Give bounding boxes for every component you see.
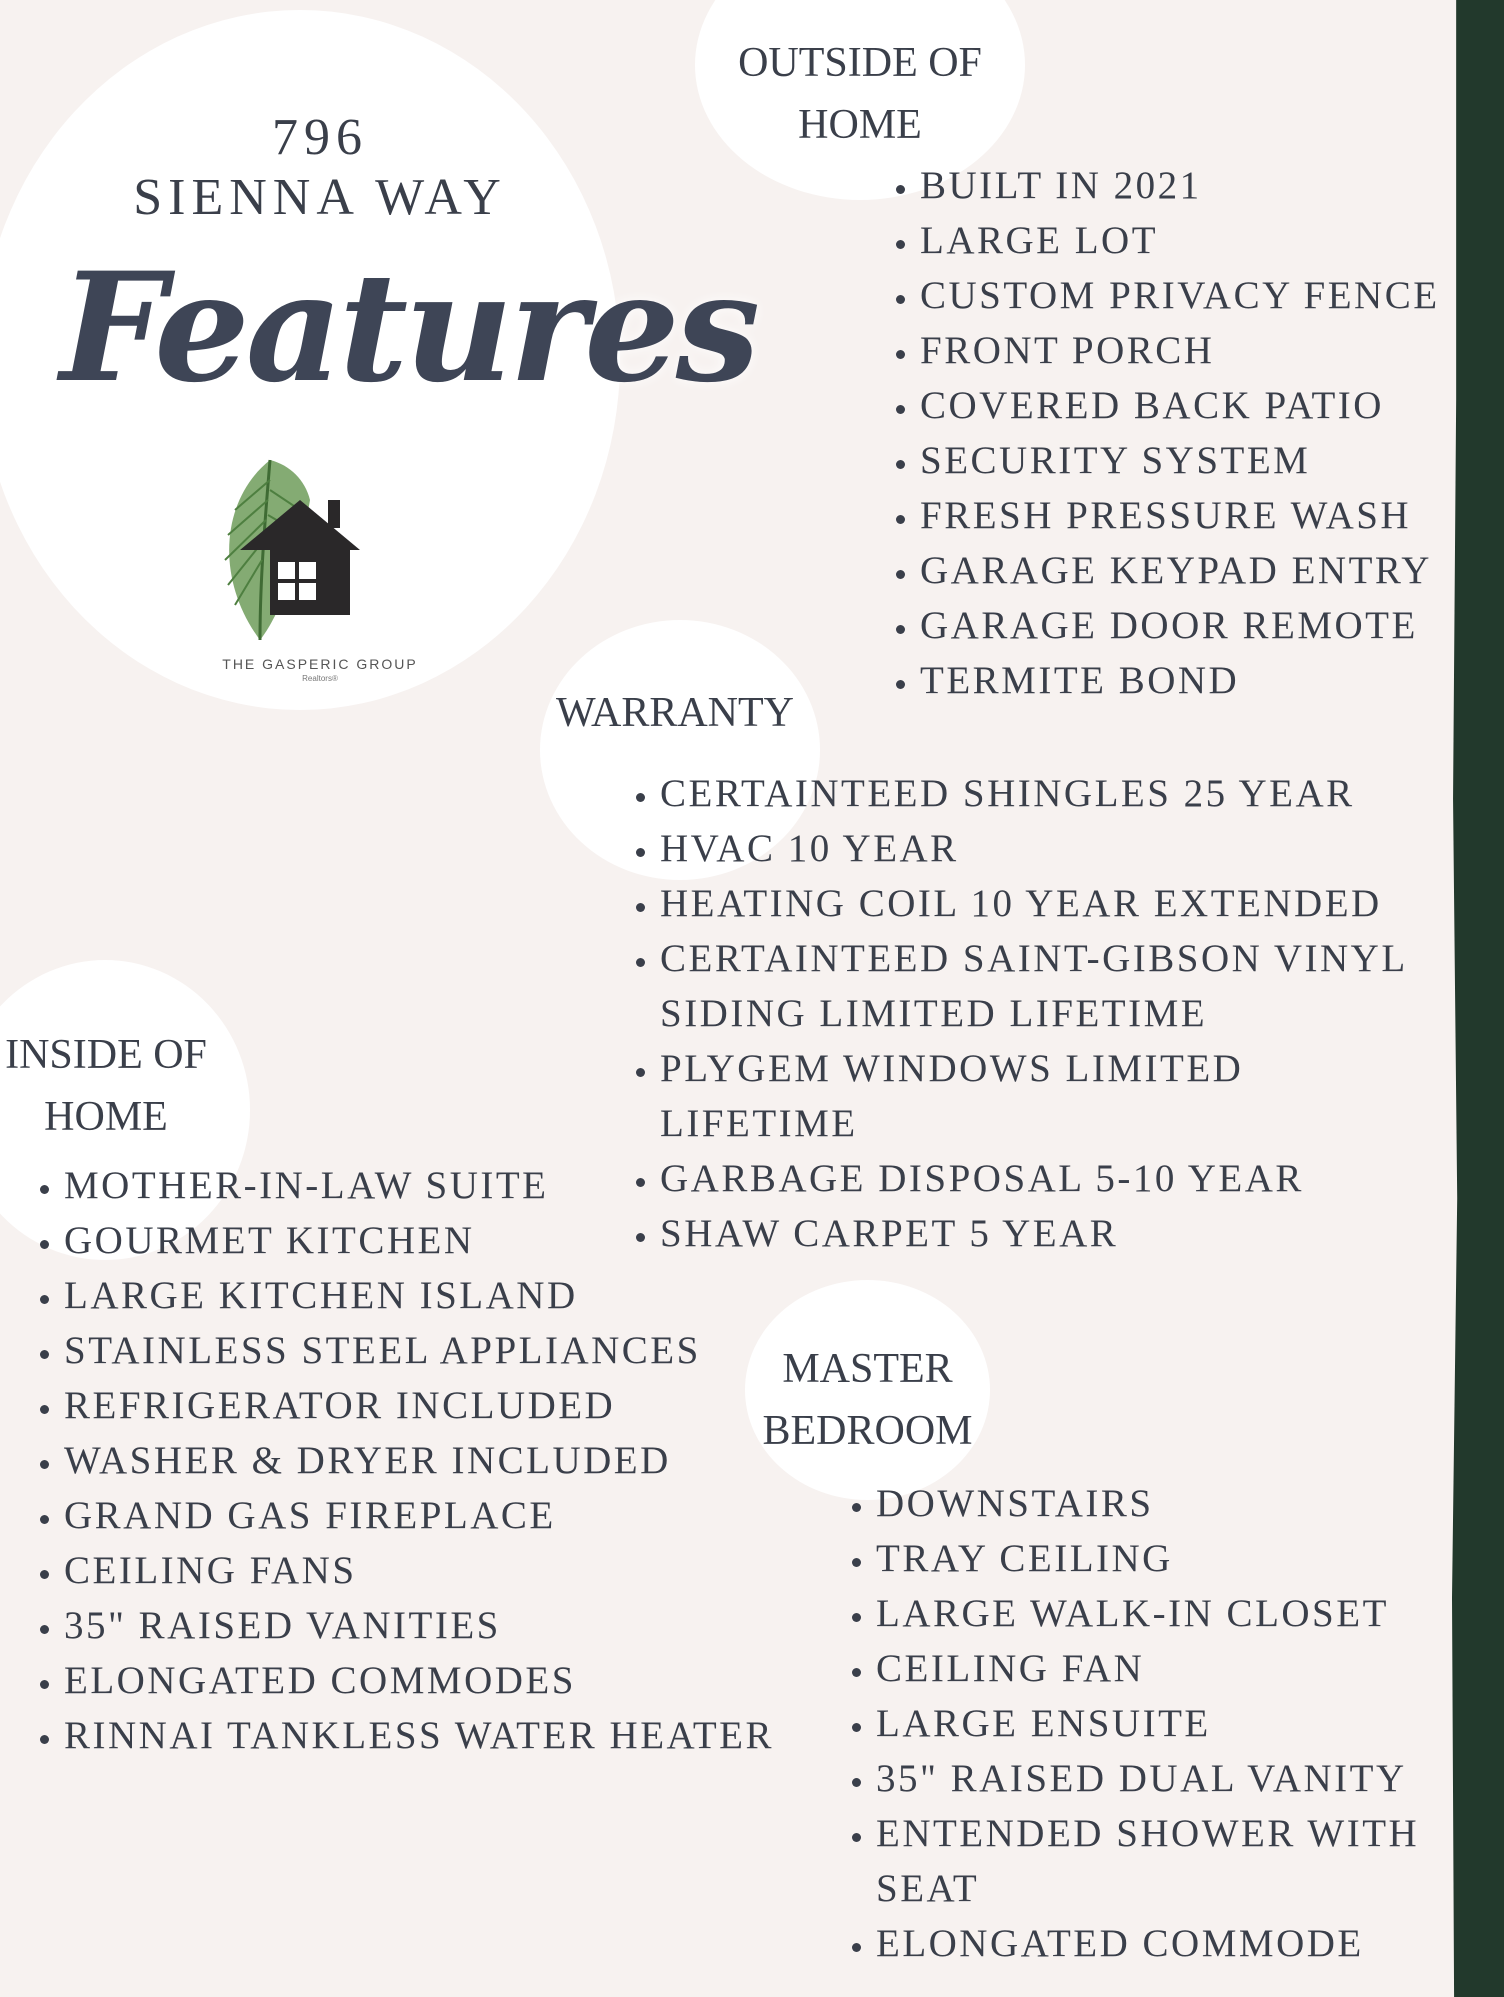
- list-item: • BUILT IN 2021: [920, 158, 1500, 213]
- master-heading: [745, 1338, 990, 1462]
- list-item: • HVAC 10 YEAR: [660, 821, 1430, 876]
- list-item: • MOTHER-IN-LAW SUITE: [64, 1158, 824, 1213]
- master-heading-line1: MASTER: [782, 1346, 953, 1392]
- warranty-heading: WARRANTY: [556, 690, 794, 736]
- outside-list: [874, 158, 1500, 708]
- inside-heading-line2: HOME: [44, 1094, 168, 1140]
- list-item: • TRAY CEILING: [876, 1531, 1476, 1586]
- list-item: • DOWNSTAIRS: [876, 1476, 1476, 1531]
- list-item: • GARBAGE DISPOSAL 5-10 YEAR: [660, 1151, 1430, 1206]
- list-item: • FRESH PRESSURE WASH: [920, 488, 1500, 543]
- list-item: • 35" RAISED DUAL VANITY: [876, 1751, 1476, 1806]
- list-item: • LARGE KITCHEN ISLAND: [64, 1268, 824, 1323]
- logo-sub: Realtors®: [302, 674, 338, 683]
- list-item: • TERMITE BOND: [920, 653, 1500, 708]
- list-item: • SHAW CARPET 5 YEAR: [660, 1206, 1430, 1261]
- list-item: • FRONT PORCH: [920, 323, 1500, 378]
- list-item: • COVERED BACK PATIO: [920, 378, 1500, 433]
- logo-house-icon: [210, 440, 430, 680]
- list-item: • RINNAI TANKLESS WATER HEATER: [64, 1708, 824, 1763]
- inside-list: [18, 1158, 824, 1763]
- master-heading-line2: BEDROOM: [762, 1408, 973, 1454]
- master-list: [830, 1476, 1476, 1971]
- outside-heading: [700, 32, 1020, 156]
- inside-heading: [0, 1024, 216, 1148]
- logo-name: THE GASPERIC GROUP: [222, 656, 418, 672]
- list-item: • GARAGE DOOR REMOTE: [920, 598, 1500, 653]
- list-item: • ELONGATED COMMODE: [876, 1916, 1476, 1971]
- list-item: • LARGE ENSUITE: [876, 1696, 1476, 1751]
- list-item: • ENTENDED SHOWER WITH SEAT: [876, 1806, 1476, 1916]
- outside-heading-line2: HOME: [798, 102, 922, 148]
- list-item: • LARGE WALK-IN CLOSET: [876, 1586, 1476, 1641]
- list-item: • LARGE LOT: [920, 213, 1500, 268]
- list-item: • CUSTOM PRIVACY FENCE: [920, 268, 1500, 323]
- outside-heading-line1: OUTSIDE OF: [738, 40, 982, 86]
- list-item: • GARAGE KEYPAD ENTRY: [920, 543, 1500, 598]
- list-item: • SECURITY SYSTEM: [920, 433, 1500, 488]
- list-item: • CERTAINTEED SHINGLES 25 YEAR: [660, 766, 1430, 821]
- address-street: SIENNA WAY: [133, 169, 507, 226]
- inside-heading-line1: INSIDE OF: [5, 1032, 207, 1078]
- list-item: • GOURMET KITCHEN: [64, 1213, 824, 1268]
- address-number: 796: [272, 109, 368, 166]
- list-item: • CEILING FAN: [876, 1641, 1476, 1696]
- list-item: • HEATING COIL 10 YEAR EXTENDED: [660, 876, 1430, 931]
- list-item: • PLYGEM WINDOWS LIMITED LIFETIME: [660, 1041, 1430, 1151]
- list-item: • CERTAINTEED SAINT-GIBSON VINYL SIDING LIMITED LIFETIME: [660, 931, 1430, 1041]
- list-item: • 35" RAISED VANITIES: [64, 1598, 824, 1653]
- list-item: • REFRIGERATOR INCLUDED: [64, 1378, 824, 1433]
- list-item: • ELONGATED COMMODES: [64, 1653, 824, 1708]
- list-item: • GRAND GAS FIREPLACE: [64, 1488, 824, 1543]
- list-item: • CEILING FANS: [64, 1543, 824, 1598]
- list-item: • WASHER & DRYER INCLUDED: [64, 1433, 824, 1488]
- page-title: Features: [60, 240, 757, 416]
- list-item: • STAINLESS STEEL APPLIANCES: [64, 1323, 824, 1378]
